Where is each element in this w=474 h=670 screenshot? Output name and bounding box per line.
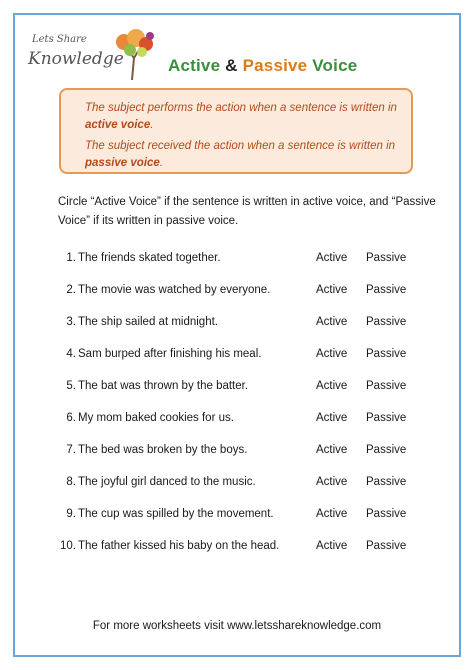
title-passive: Passive	[242, 56, 308, 75]
active-choice[interactable]: Active	[316, 476, 348, 488]
passive-choice[interactable]: Passive	[366, 508, 407, 520]
question-number: 2.	[66, 284, 76, 296]
question-row	[54, 248, 424, 280]
passive-choice[interactable]: Passive	[366, 540, 407, 552]
question-number: 1.	[66, 252, 76, 264]
question-text: The movie was watched by everyone.	[78, 284, 271, 296]
question-number: 7.	[66, 444, 76, 456]
question-number: 8.	[66, 476, 76, 488]
passive-choice[interactable]: Passive	[366, 476, 407, 488]
logo-text-main: Knowledge	[28, 49, 124, 69]
passive-choice[interactable]: Passive	[366, 316, 407, 328]
active-choice[interactable]: Active	[316, 348, 348, 360]
passive-choice[interactable]: Passive	[366, 252, 407, 264]
passive-choice[interactable]: Passive	[366, 380, 407, 392]
question-row	[54, 312, 424, 344]
question-text: The joyful girl danced to the music.	[78, 476, 256, 488]
question-text: The bat was thrown by the batter.	[78, 380, 249, 392]
site-logo	[24, 24, 160, 82]
active-choice[interactable]: Active	[316, 252, 348, 264]
page-title	[168, 56, 357, 76]
active-choice[interactable]: Active	[316, 316, 348, 328]
footer-url[interactable]: www.letsshareknowledge.com	[227, 620, 382, 632]
footer	[0, 620, 474, 632]
question-row	[54, 344, 424, 376]
active-choice[interactable]: Active	[316, 380, 348, 392]
active-choice[interactable]: Active	[316, 508, 348, 520]
question-row	[54, 280, 424, 312]
title-active: Active	[168, 56, 221, 75]
question-text: The cup was spilled by the movement.	[78, 508, 274, 520]
active-choice[interactable]: Active	[316, 540, 348, 552]
question-text: My mom baked cookies for us.	[78, 412, 234, 424]
active-choice[interactable]: Active	[316, 412, 348, 424]
question-number: 3.	[66, 316, 76, 328]
logo-text-top: Lets Share	[32, 34, 87, 45]
question-row	[54, 472, 424, 504]
question-list	[54, 248, 424, 568]
active-definition: The subject performs the action when a sentence is written in active voice.	[85, 102, 397, 131]
question-number: 4.	[66, 348, 76, 360]
question-row	[54, 536, 424, 568]
question-number: 10.	[60, 540, 76, 552]
title-ampersand: &	[225, 56, 238, 75]
passive-choice[interactable]: Passive	[366, 348, 407, 360]
question-text: The friends skated together.	[78, 252, 221, 264]
active-choice[interactable]: Active	[316, 284, 348, 296]
passive-choice[interactable]: Passive	[366, 444, 407, 456]
passive-choice[interactable]: Passive	[366, 284, 407, 296]
question-text: Sam burped after finishing his meal.	[78, 348, 262, 360]
question-text: The bed was broken by the boys.	[78, 444, 248, 456]
question-number: 5.	[66, 380, 76, 392]
tree-logo-icon	[24, 24, 160, 82]
active-choice[interactable]: Active	[316, 444, 348, 456]
title-voice: Voice	[312, 56, 358, 75]
question-number: 9.	[66, 508, 76, 520]
passive-choice[interactable]: Passive	[366, 412, 407, 424]
question-text: The father kissed his baby on the head.	[78, 540, 280, 552]
passive-definition: The subject received the action when a sentence is written in passive voice.	[85, 140, 396, 169]
question-row	[54, 408, 424, 440]
question-row	[54, 504, 424, 536]
instructions-text: Circle “Active Voice” if the sentence is written in active voice, and “Passive Voice” if its written in passive voice.	[58, 196, 436, 227]
question-row	[54, 440, 424, 472]
footer-prefix: For more worksheets visit	[92, 620, 228, 632]
definition-box	[59, 88, 413, 174]
question-row	[54, 376, 424, 408]
question-text: The ship sailed at midnight.	[78, 316, 218, 328]
question-number: 6.	[66, 412, 76, 424]
